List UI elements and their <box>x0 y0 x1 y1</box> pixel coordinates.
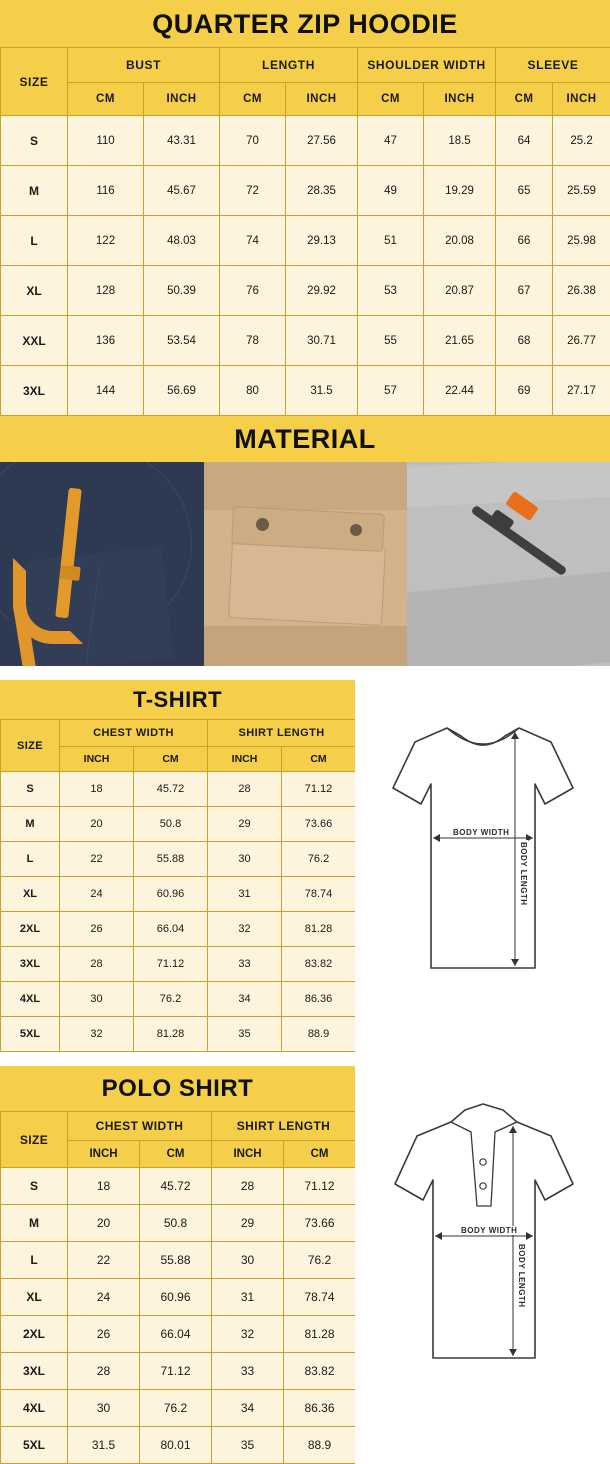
hoodie-cell: 45.67 <box>144 166 220 216</box>
hoodie-cell: 56.69 <box>144 366 220 416</box>
hoodie-unit-shoulder-inch: INCH <box>424 83 496 116</box>
tshirt-cell: 50.8 <box>134 807 208 842</box>
table-row <box>1 1279 356 1316</box>
tshirt-section <box>0 680 610 1052</box>
hoodie-header-shoulder-width: SHOULDER WIDTH <box>358 48 496 83</box>
tshirt-cell: 76.2 <box>134 982 208 1017</box>
polo-cell: 55.88 <box>140 1242 212 1279</box>
hoodie-cell: 72 <box>220 166 286 216</box>
hoodie-cell: 122 <box>68 216 144 266</box>
polo-cell: 73.66 <box>284 1205 356 1242</box>
tshirt-body-length-label: BODY LENGTH <box>519 840 528 908</box>
tshirt-cell: 71.12 <box>134 947 208 982</box>
table-row <box>1 842 356 877</box>
polo-title: POLO SHIRT <box>0 1066 355 1111</box>
hoodie-cell: 128 <box>68 266 144 316</box>
polo-cell: 22 <box>68 1242 140 1279</box>
material-section <box>0 416 610 666</box>
table-row <box>1 1390 356 1427</box>
hoodie-cell: 25.59 <box>553 166 610 216</box>
table-row <box>1 166 610 216</box>
hoodie-cell: 25.2 <box>553 116 610 166</box>
hoodie-cell: 116 <box>68 166 144 216</box>
polo-row-size: XL <box>1 1279 68 1316</box>
polo-cell: 34 <box>212 1390 284 1427</box>
tshirt-group-header-row <box>1 720 356 747</box>
table-row <box>1 316 610 366</box>
hoodie-cell: 25.98 <box>553 216 610 266</box>
table-row <box>1 116 610 166</box>
polo-row-size: M <box>1 1205 68 1242</box>
hoodie-cell: 27.17 <box>553 366 610 416</box>
hoodie-cell: 70 <box>220 116 286 166</box>
hoodie-cell: 29.92 <box>286 266 358 316</box>
tshirt-unit-chest-cm: CM <box>134 747 208 772</box>
tshirt-cell: 29 <box>208 807 282 842</box>
table-row <box>1 912 356 947</box>
polo-row-size: 5XL <box>1 1427 68 1464</box>
table-row <box>1 266 610 316</box>
polo-section <box>0 1066 610 1464</box>
polo-cell: 18 <box>68 1168 140 1205</box>
polo-cell: 71.12 <box>284 1168 356 1205</box>
polo-cell: 26 <box>68 1316 140 1353</box>
polo-cell: 76.2 <box>284 1242 356 1279</box>
tshirt-row-size: 5XL <box>1 1017 60 1052</box>
polo-row-size: 3XL <box>1 1353 68 1390</box>
polo-row-size: 2XL <box>1 1316 68 1353</box>
hoodie-row-size: S <box>1 116 68 166</box>
hoodie-cell: 18.5 <box>424 116 496 166</box>
hoodie-cell: 47 <box>358 116 424 166</box>
table-row <box>1 1316 356 1353</box>
tshirt-measure-figure <box>355 680 610 1052</box>
section-divider <box>0 1052 610 1066</box>
polo-size-table <box>0 1111 356 1464</box>
hoodie-cell: 21.65 <box>424 316 496 366</box>
polo-measure-figure <box>355 1066 610 1464</box>
polo-unit-chest-inch: INCH <box>68 1141 140 1168</box>
tshirt-cell: 76.2 <box>282 842 356 877</box>
hoodie-cell: 80 <box>220 366 286 416</box>
tshirt-row-size: XL <box>1 877 60 912</box>
hoodie-cell: 49 <box>358 166 424 216</box>
polo-cell: 29 <box>212 1205 284 1242</box>
hoodie-cell: 64 <box>496 116 553 166</box>
polo-cell: 66.04 <box>140 1316 212 1353</box>
hoodie-cell: 29.13 <box>286 216 358 266</box>
table-row <box>1 1168 356 1205</box>
hoodie-cell: 55 <box>358 316 424 366</box>
polo-cell: 88.9 <box>284 1427 356 1464</box>
tshirt-cell: 26 <box>60 912 134 947</box>
tshirt-cell: 30 <box>208 842 282 877</box>
tshirt-cell: 32 <box>60 1017 134 1052</box>
polo-cell: 35 <box>212 1427 284 1464</box>
hoodie-cell: 50.39 <box>144 266 220 316</box>
hoodie-unit-header-row <box>1 83 610 116</box>
polo-cell: 80.01 <box>140 1427 212 1464</box>
polo-body-width-label: BODY WIDTH <box>459 1226 519 1235</box>
polo-cell: 81.28 <box>284 1316 356 1353</box>
table-row <box>1 877 356 912</box>
table-row <box>1 1427 356 1464</box>
table-row <box>1 1205 356 1242</box>
tshirt-cell: 81.28 <box>282 912 356 947</box>
hoodie-unit-bust-cm: CM <box>68 83 144 116</box>
polo-cell: 30 <box>212 1242 284 1279</box>
polo-cell: 28 <box>212 1168 284 1205</box>
polo-cell: 30 <box>68 1390 140 1427</box>
hoodie-cell: 51 <box>358 216 424 266</box>
hoodie-cell: 67 <box>496 266 553 316</box>
table-row <box>1 772 356 807</box>
polo-cell: 31.5 <box>68 1427 140 1464</box>
hoodie-cell: 26.38 <box>553 266 610 316</box>
tshirt-cell: 28 <box>60 947 134 982</box>
tshirt-row-size: 2XL <box>1 912 60 947</box>
hoodie-cell: 20.08 <box>424 216 496 266</box>
tshirt-cell: 24 <box>60 877 134 912</box>
hoodie-unit-sleeve-inch: INCH <box>553 83 610 116</box>
section-divider <box>0 666 610 680</box>
tshirt-cell: 55.88 <box>134 842 208 877</box>
tshirt-unit-length-cm: CM <box>282 747 356 772</box>
polo-cell: 50.8 <box>140 1205 212 1242</box>
hoodie-cell: 20.87 <box>424 266 496 316</box>
polo-cell: 28 <box>68 1353 140 1390</box>
tshirt-diagram-icon <box>355 680 610 1010</box>
tshirt-cell: 86.36 <box>282 982 356 1017</box>
tshirt-cell: 60.96 <box>134 877 208 912</box>
grey-zipper-pull-photo <box>407 462 610 666</box>
table-row <box>1 807 356 842</box>
hoodie-cell: 65 <box>496 166 553 216</box>
table-row <box>1 1017 356 1052</box>
polo-unit-length-cm: CM <box>284 1141 356 1168</box>
hoodie-cell: 53 <box>358 266 424 316</box>
tshirt-cell: 32 <box>208 912 282 947</box>
hoodie-row-size: XL <box>1 266 68 316</box>
hoodie-header-length: LENGTH <box>220 48 358 83</box>
table-row <box>1 982 356 1017</box>
tshirt-row-size: 4XL <box>1 982 60 1017</box>
hoodie-header-bust: BUST <box>68 48 220 83</box>
tshirt-header-size: SIZE <box>1 720 60 772</box>
tshirt-cell: 18 <box>60 772 134 807</box>
tshirt-unit-length-inch: INCH <box>208 747 282 772</box>
hoodie-unit-sleeve-cm: CM <box>496 83 553 116</box>
hoodie-cell: 136 <box>68 316 144 366</box>
tshirt-cell: 71.12 <box>282 772 356 807</box>
khaki-sleeve-pocket-photo <box>204 462 407 666</box>
tshirt-cell: 78.74 <box>282 877 356 912</box>
polo-cell: 71.12 <box>140 1353 212 1390</box>
polo-cell: 32 <box>212 1316 284 1353</box>
polo-cell: 60.96 <box>140 1279 212 1316</box>
hoodie-cell: 27.56 <box>286 116 358 166</box>
hoodie-cell: 31.5 <box>286 366 358 416</box>
table-row <box>1 1353 356 1390</box>
polo-cell: 45.72 <box>140 1168 212 1205</box>
table-row <box>1 1242 356 1279</box>
tshirt-title: T-SHIRT <box>0 680 355 719</box>
tshirt-cell: 28 <box>208 772 282 807</box>
tshirt-cell: 31 <box>208 877 282 912</box>
polo-header-shirt-length: SHIRT LENGTH <box>212 1112 356 1141</box>
hoodie-cell: 69 <box>496 366 553 416</box>
navy-hoodie-drawcord-photo <box>0 462 204 666</box>
tshirt-cell: 35 <box>208 1017 282 1052</box>
hoodie-cell: 30.71 <box>286 316 358 366</box>
hoodie-cell: 19.29 <box>424 166 496 216</box>
polo-cell: 20 <box>68 1205 140 1242</box>
hoodie-cell: 43.31 <box>144 116 220 166</box>
hoodie-header-size: SIZE <box>1 48 68 116</box>
hoodie-cell: 22.44 <box>424 366 496 416</box>
tshirt-header-shirt-length: SHIRT LENGTH <box>208 720 356 747</box>
polo-cell: 76.2 <box>140 1390 212 1427</box>
tshirt-cell: 33 <box>208 947 282 982</box>
hoodie-cell: 53.54 <box>144 316 220 366</box>
tshirt-cell: 81.28 <box>134 1017 208 1052</box>
hoodie-cell: 26.77 <box>553 316 610 366</box>
polo-row-size: 4XL <box>1 1390 68 1427</box>
tshirt-cell: 34 <box>208 982 282 1017</box>
tshirt-cell: 73.66 <box>282 807 356 842</box>
tshirt-cell: 30 <box>60 982 134 1017</box>
polo-cell: 83.82 <box>284 1353 356 1390</box>
tshirt-header-chest-width: CHEST WIDTH <box>60 720 208 747</box>
table-row <box>1 366 610 416</box>
polo-row-size: S <box>1 1168 68 1205</box>
table-row <box>1 216 610 266</box>
hoodie-unit-bust-inch: INCH <box>144 83 220 116</box>
tshirt-row-size: 3XL <box>1 947 60 982</box>
polo-row-size: L <box>1 1242 68 1279</box>
material-photo-strip <box>0 462 610 666</box>
polo-cell: 31 <box>212 1279 284 1316</box>
tshirt-row-size: M <box>1 807 60 842</box>
hoodie-row-size: M <box>1 166 68 216</box>
hoodie-size-table <box>0 47 610 416</box>
polo-header-size: SIZE <box>1 1112 68 1168</box>
polo-unit-length-inch: INCH <box>212 1141 284 1168</box>
hoodie-cell: 48.03 <box>144 216 220 266</box>
hoodie-group-header-row <box>1 48 610 83</box>
tshirt-cell: 20 <box>60 807 134 842</box>
polo-cell: 33 <box>212 1353 284 1390</box>
hoodie-cell: 74 <box>220 216 286 266</box>
hoodie-row-size: XXL <box>1 316 68 366</box>
hoodie-title: QUARTER ZIP HOODIE <box>0 0 610 47</box>
hoodie-cell: 110 <box>68 116 144 166</box>
hoodie-cell: 66 <box>496 216 553 266</box>
hoodie-unit-length-cm: CM <box>220 83 286 116</box>
tshirt-cell: 66.04 <box>134 912 208 947</box>
polo-cell: 24 <box>68 1279 140 1316</box>
tshirt-row-size: S <box>1 772 60 807</box>
polo-unit-chest-cm: CM <box>140 1141 212 1168</box>
hoodie-cell: 68 <box>496 316 553 366</box>
tshirt-cell: 22 <box>60 842 134 877</box>
polo-group-header-row <box>1 1112 356 1141</box>
table-row <box>1 947 356 982</box>
polo-body-length-label: BODY LENGTH <box>517 1242 526 1310</box>
hoodie-row-size: L <box>1 216 68 266</box>
tshirt-cell: 45.72 <box>134 772 208 807</box>
hoodie-header-sleeve: SLEEVE <box>496 48 610 83</box>
hoodie-cell: 78 <box>220 316 286 366</box>
polo-cell: 78.74 <box>284 1279 356 1316</box>
tshirt-size-table <box>0 719 356 1052</box>
hoodie-unit-length-inch: INCH <box>286 83 358 116</box>
tshirt-cell: 88.9 <box>282 1017 356 1052</box>
hoodie-unit-shoulder-cm: CM <box>358 83 424 116</box>
tshirt-cell: 83.82 <box>282 947 356 982</box>
tshirt-row-size: L <box>1 842 60 877</box>
tshirt-unit-chest-inch: INCH <box>60 747 134 772</box>
hoodie-cell: 76 <box>220 266 286 316</box>
hoodie-cell: 57 <box>358 366 424 416</box>
hoodie-cell: 28.35 <box>286 166 358 216</box>
material-title: MATERIAL <box>0 416 610 462</box>
hoodie-row-size: 3XL <box>1 366 68 416</box>
hoodie-cell: 144 <box>68 366 144 416</box>
hoodie-section <box>0 0 610 416</box>
tshirt-body-width-label: BODY WIDTH <box>451 828 511 837</box>
polo-cell: 86.36 <box>284 1390 356 1427</box>
polo-header-chest-width: CHEST WIDTH <box>68 1112 212 1141</box>
